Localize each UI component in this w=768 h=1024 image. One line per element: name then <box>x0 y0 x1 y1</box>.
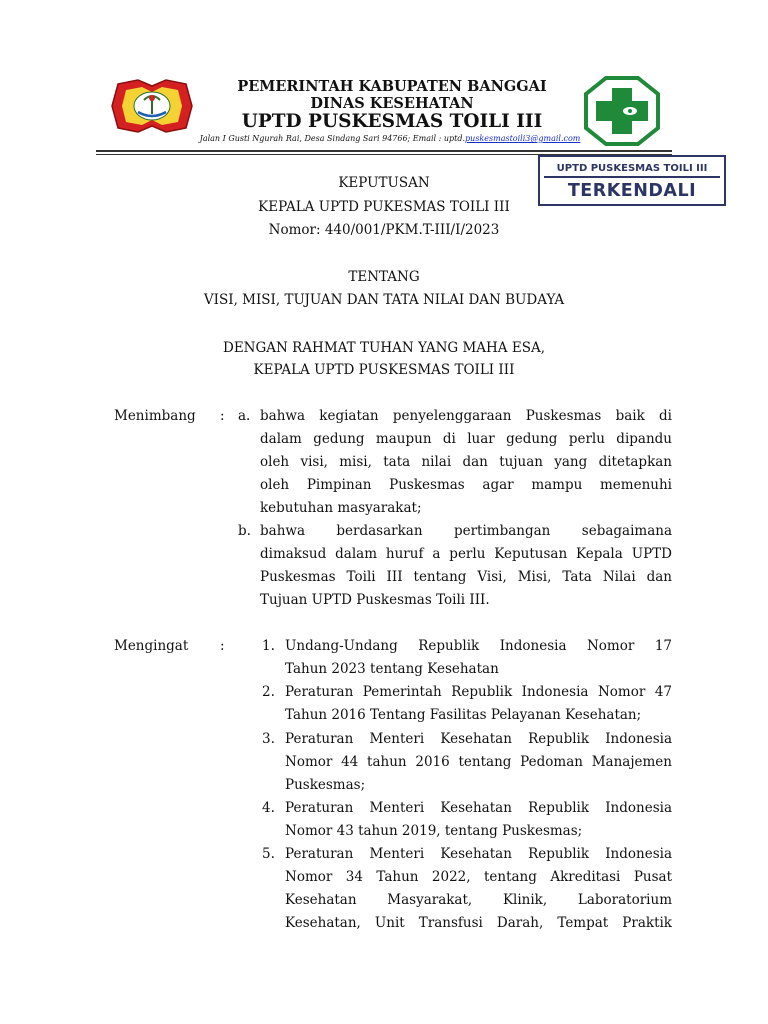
letterhead-unit: UPTD PUSKESMAS TOILI III <box>241 111 543 132</box>
mengingat-marker: 5. <box>262 846 275 862</box>
mengingat-line: Peraturan Pemerintah Republik Indonesia Nomor 47 <box>285 684 672 700</box>
mengingat-line: Nomor 34 Tahun 2022, tentang Akreditasi Pusat <box>285 869 672 885</box>
decree-issuer: KEPALA UPTD PUKESMAS TOILI III <box>258 199 510 215</box>
letterhead-address <box>150 134 630 143</box>
menimbang-line: oleh Pimpinan Puskesmas agar mampu memenuhi <box>260 477 672 493</box>
menimbang-line: dimaksud dalam huruf a perlu Keputusan Kepala UPTD <box>260 546 672 562</box>
address-text: Jalan I Gusti Ngurah Rai, Desa Sindang Sari 94766; Email : uptd. <box>199 134 466 143</box>
mengingat-marker: 4. <box>262 800 275 816</box>
preamble-line-1: DENGAN RAHMAT TUHAN YANG MAHA ESA, <box>223 340 545 356</box>
banggai-regency-emblem-icon <box>108 76 196 136</box>
stamp-unit-text: UPTD PUSKESMAS TOILI III <box>544 161 720 178</box>
mengingat-line: Tahun 2023 tentang Kesehatan <box>285 661 499 677</box>
letterhead-rule-thick <box>96 150 672 152</box>
preamble-line-2: KEPALA UPTD PUSKESMAS TOILI III <box>253 362 515 378</box>
mengingat-line: Peraturan Menteri Kesehatan Republik Indonesia <box>285 731 672 747</box>
menimbang-line: Tujuan UPTD Puskesmas Toili III. <box>260 592 490 608</box>
menimbang-line: bahwa kegiatan penyelenggaraan Puskesmas baik di <box>260 408 672 424</box>
mengingat-line: Undang-Undang Republik Indonesia Nomor 17 <box>285 638 672 654</box>
mengingat-line: Peraturan Menteri Kesehatan Republik Indonesia <box>285 800 672 816</box>
menimbang-label: Menimbang <box>114 408 196 424</box>
decree-number: Nomor: 440/001/PKM.T-III/I/2023 <box>268 222 500 238</box>
mengingat-marker: 2. <box>262 684 275 700</box>
tentang-heading: TENTANG <box>348 269 420 285</box>
mengingat-line: Peraturan Menteri Kesehatan Republik Indonesia <box>285 846 672 862</box>
menimbang-line: Puskesmas Toili III tentang Visi, Misi, Tata Nilai dan <box>260 569 672 585</box>
email-link[interactable]: puskesmastoili3@gmail.com <box>465 134 581 143</box>
menimbang-marker: b. <box>238 523 251 539</box>
mengingat-line: Nomor 44 tahun 2016 tentang Pedoman Manajemen <box>285 754 672 770</box>
stamp-status-text: TERKENDALI <box>567 181 697 201</box>
menimbang-line: oleh visi, misi, tata nilai dan tujuan yang ditetapkan <box>260 454 672 470</box>
menimbang-line: kebutuhan masyarakat; <box>260 500 422 516</box>
menimbang-colon: : <box>220 408 225 424</box>
letterhead-department: DINAS KESEHATAN <box>310 95 474 112</box>
mengingat-marker: 3. <box>262 731 275 747</box>
menimbang-marker: a. <box>238 408 251 424</box>
mengingat-line: Nomor 43 tahun 2019, tentang Puskesmas; <box>285 823 583 839</box>
puskesmas-cross-logo-icon <box>584 76 660 146</box>
mengingat-line: Tahun 2016 Tentang Fasilitas Pelayanan Kesehatan; <box>285 707 642 723</box>
mengingat-line: Kesehatan, Unit Transfusi Darah, Tempat Praktik <box>285 915 672 931</box>
mengingat-label: Mengingat <box>114 638 189 654</box>
letterhead-government: PEMERINTAH KABUPATEN BANGGAI <box>237 78 547 95</box>
mengingat-line: Puskesmas; <box>285 777 366 793</box>
mengingat-colon: : <box>220 638 225 654</box>
decree-subject: VISI, MISI, TUJUAN DAN TATA NILAI DAN BUDAYA <box>203 292 565 308</box>
menimbang-line: dalam gedung maupun di luar gedung perlu dipandu <box>260 431 672 447</box>
mengingat-line: Kesehatan Masyarakat, Klinik, Laboratorium <box>285 892 672 908</box>
menimbang-line: bahwa berdasarkan pertimbangan sebagaimana <box>260 523 672 539</box>
decree-title: KEPUTUSAN <box>338 175 430 191</box>
mengingat-marker: 1. <box>262 638 275 654</box>
